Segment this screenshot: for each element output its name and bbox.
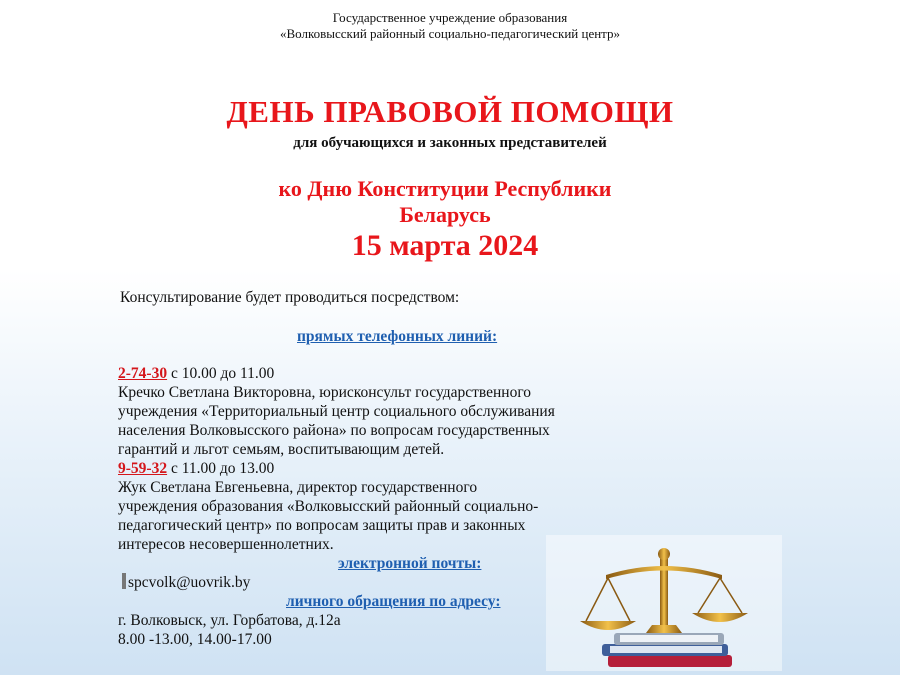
address-text: г. Волковыск, ул. Горбатова, д.12а xyxy=(118,612,341,629)
text-cursor-icon xyxy=(122,573,126,589)
intro-text: Консультирование будет проводиться посредством: xyxy=(120,289,460,306)
page-subtitle: для обучающихся и законных представителей xyxy=(293,135,607,151)
occasion-line-2: Беларусь xyxy=(399,202,491,227)
consult2-desc-line: Жук Светлана Евгеньевна, директор государственного xyxy=(118,479,478,496)
consult1-desc-line: учреждения «Территориальный центр социального обслуживания xyxy=(118,403,555,420)
consult1-phone-line xyxy=(118,364,274,383)
consult2-desc-line: учреждения образования «Волковысский районный социально- xyxy=(118,498,539,515)
office-hours: 8.00 -13.00, 14.00-17.00 xyxy=(118,631,272,648)
scales-of-justice-icon xyxy=(546,535,782,671)
consult2-phone-line xyxy=(118,459,274,478)
phones-heading-link[interactable]: прямых телефонных линий: xyxy=(297,328,498,345)
email-address[interactable]: spcvolk@uovrik.by xyxy=(128,574,251,591)
email-line xyxy=(122,573,250,592)
consult1-phone-link[interactable]: 2-74-30 xyxy=(118,365,168,382)
consult1-time: с 10.00 до 11.00 xyxy=(167,365,275,382)
consult2-desc-line: интересов несовершеннолетних. xyxy=(118,536,334,553)
consult1-desc-line: населения Волковысского района» по вопросам государственных xyxy=(118,422,550,439)
email-heading xyxy=(338,554,481,573)
address-heading xyxy=(286,592,501,611)
consult2-time: с 11.00 до 13.00 xyxy=(167,460,275,477)
occasion-line-1: ко Дню Конституции Республики xyxy=(278,176,612,201)
consult1-desc-line: Кречко Светлана Викторовна, юрисконсульт государственного xyxy=(118,384,532,401)
organization-line-1: Государственное учреждение образования xyxy=(332,10,568,25)
consult1-desc-line: гарантий и льгот семьям, воспитывающим детей. xyxy=(118,441,445,458)
email-heading-link[interactable]: электронной почты: xyxy=(338,555,482,572)
consult2-desc-line: педагогический центр» по вопросам защиты прав и законных xyxy=(118,517,526,534)
address-heading-link[interactable]: личного обращения по адресу: xyxy=(286,593,501,610)
occasion-heading xyxy=(0,176,890,228)
organization-line-2: «Волковысский районный социально-педагогический центр» xyxy=(279,26,621,41)
event-date: 15 марта 2024 xyxy=(351,229,539,262)
phones-heading xyxy=(297,327,497,346)
page-title: ДЕНЬ ПРАВОВОЙ ПОМОЩИ xyxy=(226,94,674,129)
consult2-phone-link[interactable]: 9-59-32 xyxy=(118,460,168,477)
